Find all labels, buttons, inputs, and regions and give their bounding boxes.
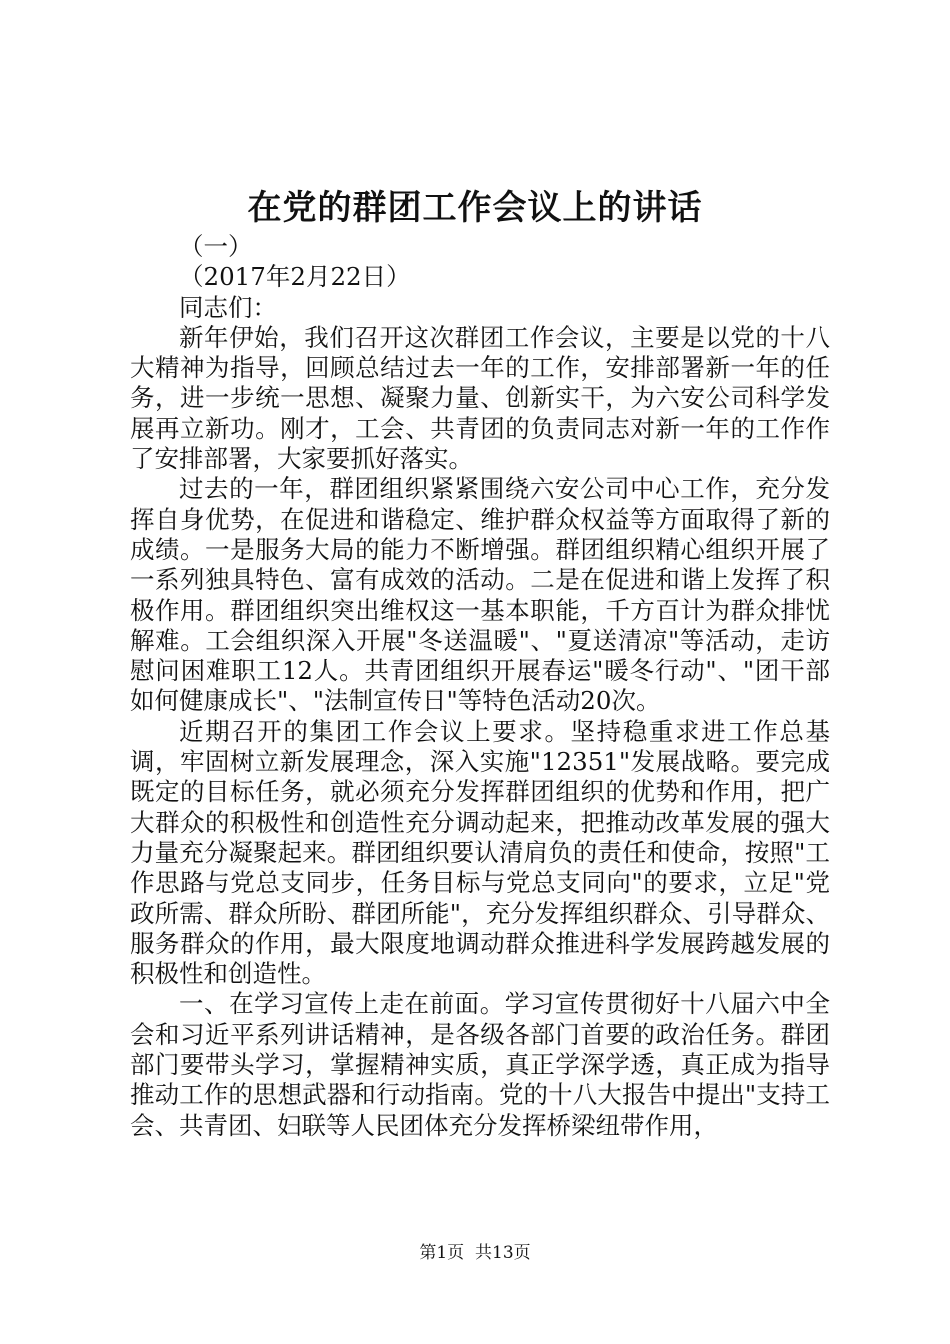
paragraph-4: 一、在学习宣传上走在前面。学习宣传贯彻好十八届六中全会和习近平系列讲话精神，是各级各部门首要的政治任务。群团部门要带头学习，掌握精神实质，真正学深学透，真正成为指导推动工作的思想武器和行动指南。党的十八大报告中提出"支持工会、共青团、妇联等人民团体充分发挥桥梁纽带作用， (130, 989, 830, 1140)
page-number: 第1页 (419, 1243, 465, 1263)
section-marker: （一） (179, 232, 253, 261)
paragraph-3: 近期召开的集团工作会议上要求。坚持稳重求进工作总基调，牢固树立新发展理念，深入实施"12351"发展战略。要完成既定的目标任务，就必须充分发挥群团组织的优势和作用，把广大群众的积极性和创造性充分调动起来，把推动改革发展的强大力量充分凝聚起来。群团组织要认清肩负的责任和使命，按照"工作思路与党总支同步，任务目标与党总支同向"的要求，立足"党政所需、群众所盼、群团所能"，充分发挥组织群众、引导群众、服务群众的作用，最大限度地调动群众推进科学发展跨越发展的积极性和创造性。 (130, 716, 830, 989)
document-title: 在党的群团工作会议上的讲话 (247, 188, 703, 228)
paragraph-1: 新年伊始，我们召开这次群团工作会议，主要是以党的十八大精神为指导，回顾总结过去一年的工作，安排部署新一年的任务，进一步统一思想、凝聚力量、创新实干，为六安公司科学发展再立新功。刚才，工会、共青团的负责同志对新一年的工作作了安排部署，大家要抓好落实。 (130, 322, 830, 474)
document-body (130, 232, 830, 1141)
speech-date: （2017年2月22日） (179, 262, 411, 292)
page-total: 共13页 (475, 1243, 531, 1263)
page-footer (0, 1241, 950, 1265)
paragraph-2: 过去的一年，群团组织紧紧围绕六安公司中心工作，充分发挥自身优势，在促进和谐稳定、维护群众权益等方面取得了新的成绩。一是服务大局的能力不断增强。群团组织精心组织开展了一系列独具特色、富有成效的活动。二是在促进和谐上发挥了积极作用。群团组织突出维权这一基本职能，千方百计为群众排忧解难。工会组织深入开展"冬送温暖"、"夏送清凉"等活动，走访慰问困难职工12人。共青团组织开展春运"暖冬行动"、"团干部如何健康成长"、"法制宣传日"等特色活动20次。 (130, 474, 830, 716)
salutation: 同志们： (179, 292, 277, 322)
